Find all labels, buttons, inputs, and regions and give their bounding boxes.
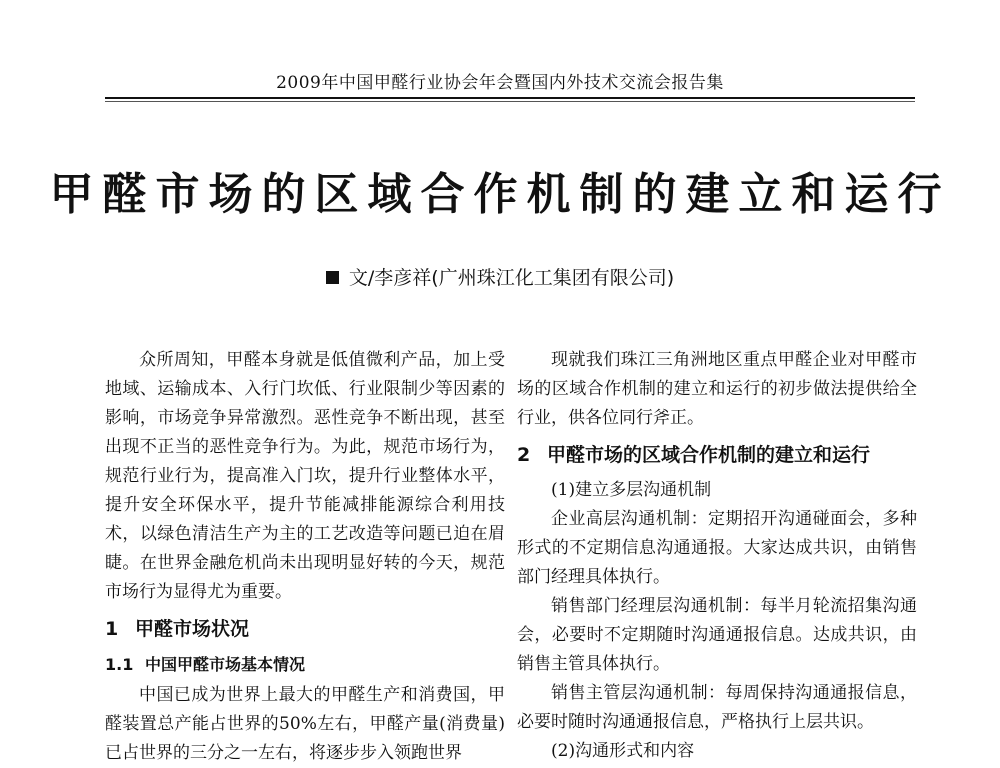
article-title: 甲醛市场的区域合作机制的建立和运行 — [49, 169, 951, 220]
market-paragraph: 中国已成为世界上最大的甲醛生产和消费国，甲醛装置总产能占世界的50%左右，甲醛产量(消费量)已占世界的三分之一左右，将逐步步入领跑世界 — [105, 685, 505, 763]
section-1-heading — [105, 613, 505, 645]
section-1-1-title: 中国甲醛市场基本情况 — [145, 655, 306, 674]
section-1-1-heading — [105, 650, 505, 679]
right-column — [517, 346, 917, 766]
section-2-number: 2 — [517, 444, 531, 466]
manager-communication-paragraph: 销售部门经理层沟通机制：每半月轮流招集沟通会，必要时不定期随时沟通通报信息。达成共识，由销售主管具体执行。 — [517, 596, 917, 674]
byline — [0, 263, 1000, 290]
byline-text: 文/李彦祥(广州珠江化工集团有限公司) — [348, 267, 675, 289]
running-header: 2009年中国甲醛行业协会年会暨国内外技术交流会报告集 — [276, 73, 724, 93]
byline-square-icon — [326, 271, 339, 284]
left-column — [105, 346, 505, 768]
section-2-heading — [517, 439, 917, 471]
section-1-title: 甲醛市场状况 — [135, 618, 250, 640]
section-2-title: 甲醛市场的区域合作机制的建立和运行 — [547, 444, 871, 466]
intro-paragraph: 众所周知，甲醛本身就是低值微利产品，加上受地域、运输成本、入行门坎低、行业限制少等因素的影响，市场竞争异常激烈。恶性竞争不断出现，甚至出现不正当的恶性竞争行为。为此，规范市场行为，规范行业行为，提高准入门坎，提升行业整体水平，提升安全环保水平，提升节能减排能源综合利用技术，以绿色清洁生产为主的工艺改造等问题已迫在眉睫。在世界金融危机尚未出现明显好转的今天，规范市场行为显得尤为重要。 — [105, 350, 505, 602]
subsection-2-label: (2)沟通形式和内容 — [551, 741, 695, 761]
supervisor-communication-paragraph: 销售主管层沟通机制：每周保持沟通通报信息，必要时随时沟通通报信息，严格执行上层共识。 — [517, 683, 917, 732]
header-rule — [105, 97, 915, 99]
senior-communication-paragraph: 企业高层沟通机制：定期招开沟通碰面会，多种形式的不定期信息沟通通报。大家达成共识，由销售部门经理具体执行。 — [517, 509, 917, 587]
subsection-1-label: (1)建立多层沟通机制 — [551, 480, 712, 500]
section-1-1-number: 1.1 — [105, 655, 134, 674]
section-1-number: 1 — [105, 618, 119, 640]
right-intro-paragraph: 现就我们珠江三角洲地区重点甲醛企业对甲醛市场的区域合作机制的建立和运行的初步做法提供给全行业，供各位同行斧正。 — [517, 350, 917, 428]
